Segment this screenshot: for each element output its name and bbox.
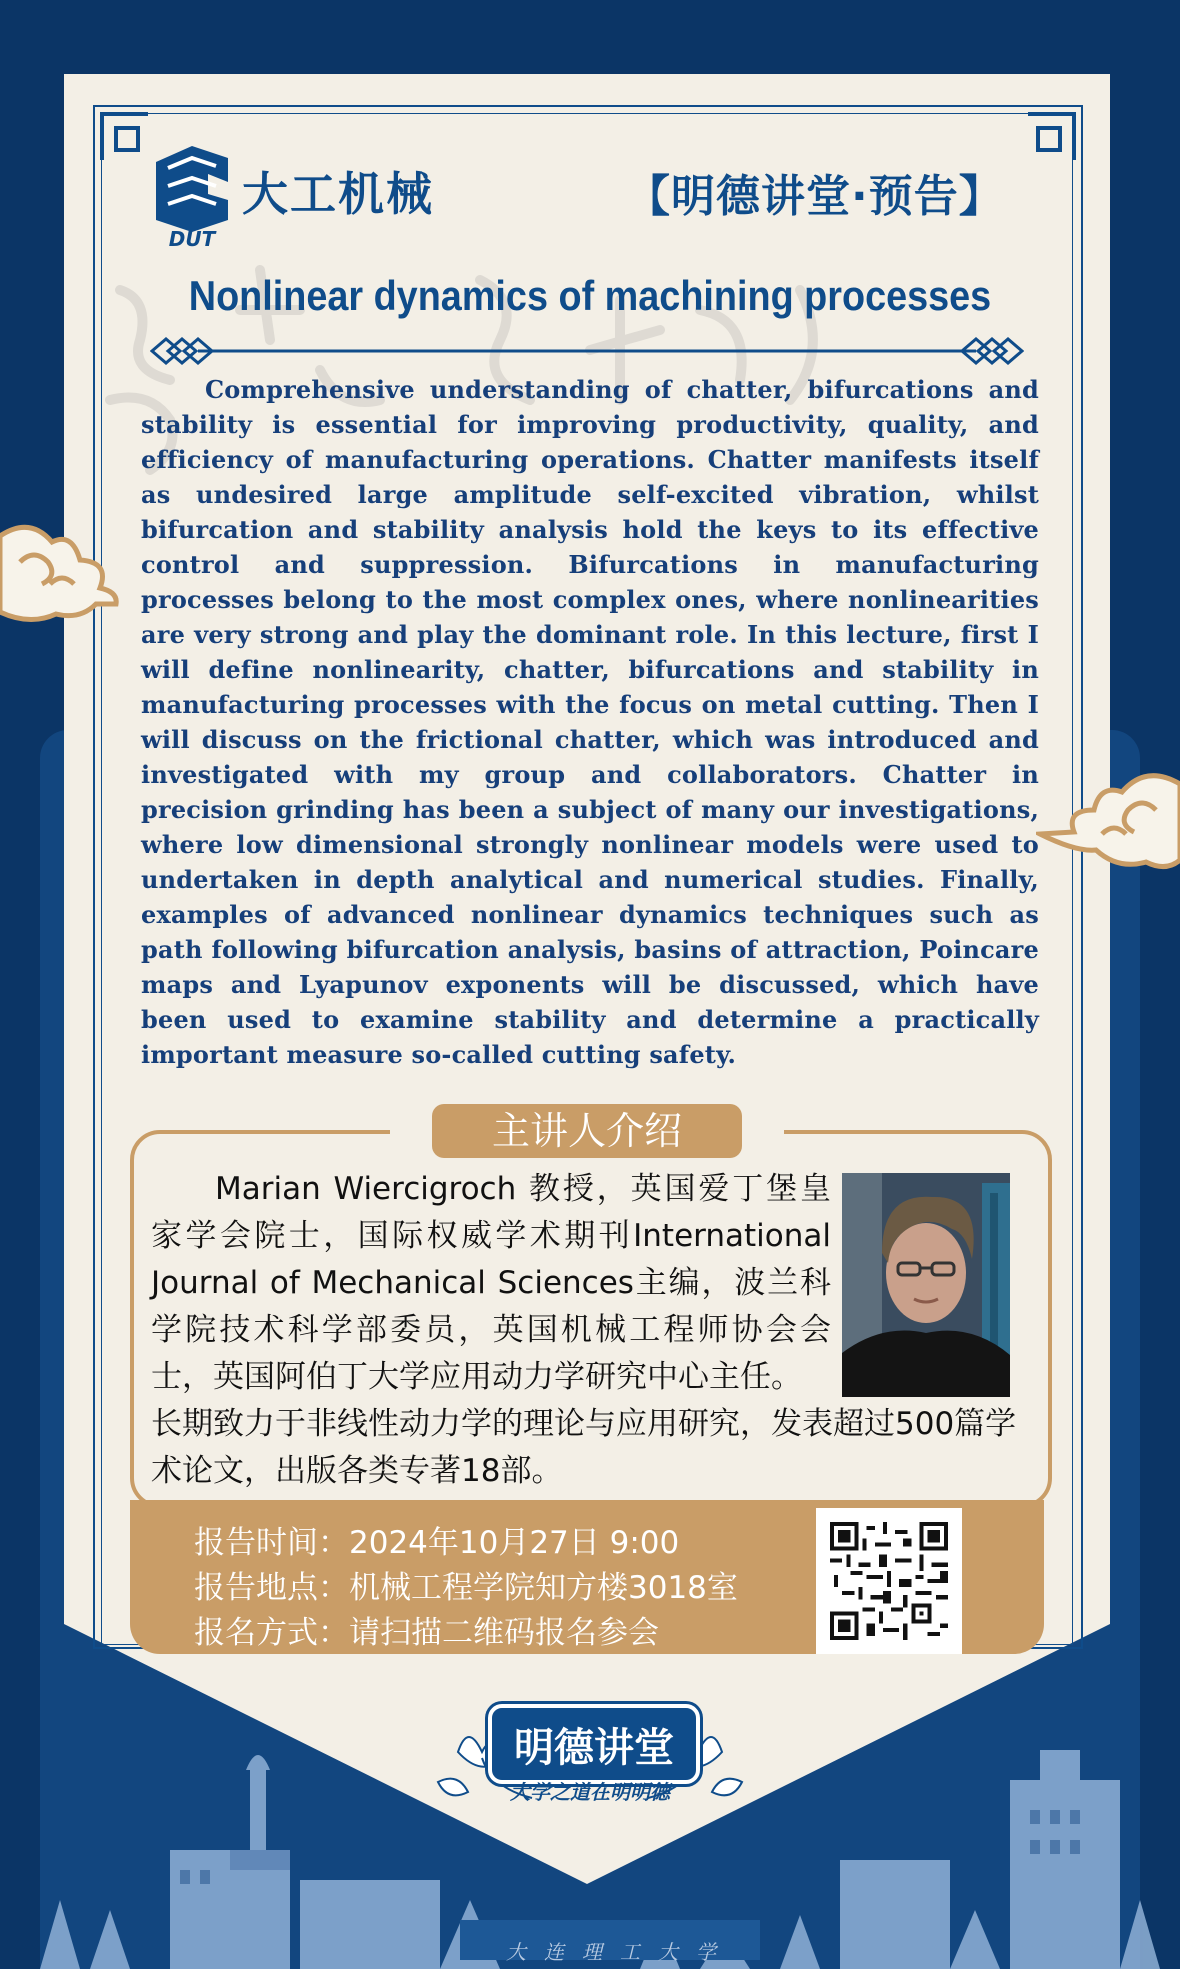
lecture-abstract: Comprehensive understanding of chatter, bifurcations and stability is essential for improving productivity, quality, and efficiency of manufacturing operations. Chatter manifests itself as undesired large amplitude self-excited vibration, whilst bifurcation and stability analysis hold the keys to its effective control and suppression. Bifurcations in manufacturing processes belong to the most complex ones, where nonlinearities are very strong and play the dominant role. In this lecture, first I will define nonlinearity, chatter, bifurcations and stability in manufacturing processes with the focus on metal cutting. Then I will discuss on the frictional chatter, which was introduced and investigated with my group and collaborators. Chatter in precision grinding has been a subject of many our investigations, where low dimensional strongly nonlinear models were used to undertaken in depth analytical and numerical studies. Finally, examples of advanced nonlinear dynamics techniques such as path following bifurcation analysis, basins of attraction, Poincare maps and Lyapunov exponents will be discussed, which have been used to examine stability and determine a practically important measure so-called cutting safety. bbox=[141, 375, 1039, 1069]
speaker-heading: 主讲人介绍 bbox=[432, 1104, 742, 1158]
speaker-photo bbox=[842, 1173, 1010, 1397]
speaker-bio-continued: 长期致力于非线性动力学的理论与应用研究，发表超过500篇学术论文，出版各类专著18部。 bbox=[151, 1406, 1017, 1489]
speaker-bio: Marian Wiercigroch 教授，英国爱丁堡皇家学会院士，国际权威学术期刊International Journal of Mechanical Sciences主编，波兰科学院技术科学部委员，英国机械工程师协会会士，英国阿伯丁大学应用动力学研究中心主任。 bbox=[151, 1171, 831, 1395]
logo-text: DUT bbox=[168, 227, 216, 248]
cloud-ornament-right bbox=[1036, 770, 1180, 874]
brand-name: 大工机械 bbox=[242, 167, 434, 221]
announcement-tag: 【明德讲堂·预告】 bbox=[626, 171, 1004, 222]
corner-ornament-right bbox=[1028, 112, 1076, 160]
dut-logo bbox=[152, 142, 232, 248]
emblem-motto: 大学之道在明明德 bbox=[510, 1780, 670, 1804]
event-location: 报告地点：机械工程学院知方楼3018室 bbox=[194, 1570, 738, 1606]
qr-code[interactable] bbox=[830, 1522, 948, 1640]
corner-ornament-left bbox=[100, 112, 148, 160]
event-signup: 报名方式：请扫描二维码报名参会 bbox=[194, 1615, 659, 1651]
emblem-title: 明德讲堂 bbox=[514, 1725, 674, 1771]
footer-slogan: 大连理工大学 bbox=[506, 1940, 734, 1964]
lecture-title: Nonlinear dynamics of machining processes bbox=[188, 272, 992, 319]
event-time: 报告时间：2024年10月27日 9:00 bbox=[194, 1525, 680, 1561]
cloud-ornament-left bbox=[0, 522, 120, 626]
title-divider bbox=[150, 336, 1024, 366]
